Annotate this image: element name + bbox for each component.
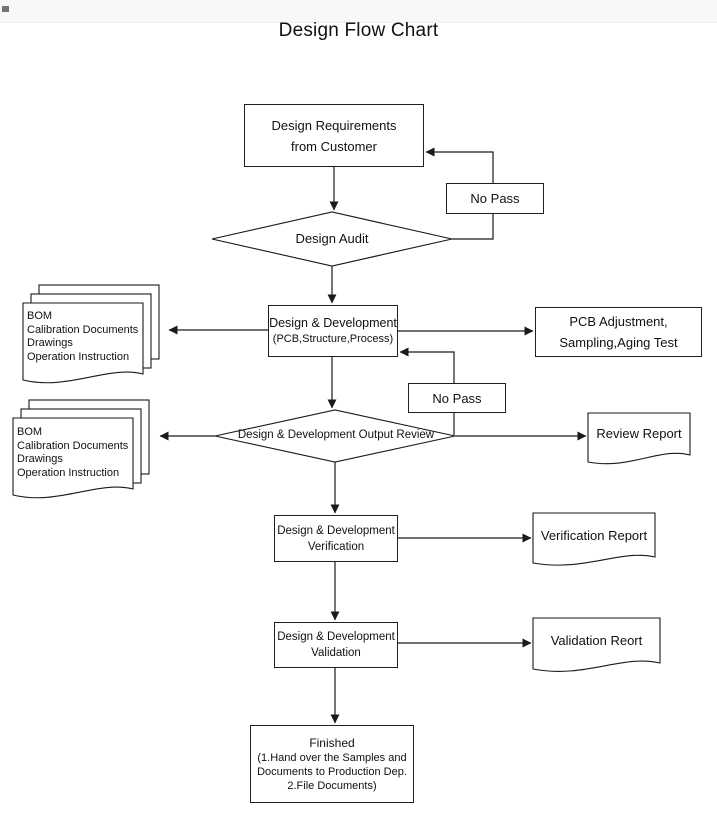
node-label-line: Finished bbox=[309, 735, 355, 750]
doc-line: Operation Instruction bbox=[17, 466, 120, 479]
node-design-audit-label: Design Audit bbox=[295, 231, 369, 246]
node-validation bbox=[274, 622, 398, 668]
node-no-pass-mid bbox=[408, 383, 506, 413]
node-no-pass-top bbox=[446, 183, 544, 214]
doc-line: Calibration Documents bbox=[17, 439, 129, 452]
doc-review-report-label: Review Report bbox=[596, 426, 682, 441]
doc-line: Calibration Documents bbox=[27, 323, 139, 336]
node-output-review-label: Design & Development Output Review bbox=[237, 429, 435, 441]
node-label-line: Verification bbox=[307, 540, 365, 553]
node-label-line: Sampling,Aging Test bbox=[559, 335, 678, 350]
doc-verification-report-label: Verification Report bbox=[540, 528, 648, 543]
node-design-requirements bbox=[244, 104, 424, 167]
node-design-development bbox=[268, 305, 398, 357]
doc-stack-1-text bbox=[27, 310, 138, 364]
node-label-line: 2.File Documents) bbox=[287, 779, 377, 792]
doc-line: Drawings bbox=[27, 337, 73, 349]
doc-line: Drawings bbox=[17, 453, 63, 465]
node-label-line: Design & Development bbox=[269, 316, 397, 330]
node-label-line: Design & Development bbox=[277, 631, 395, 643]
doc-line: BOM bbox=[17, 426, 43, 438]
node-label-line: Validation bbox=[311, 647, 361, 659]
node-label-line: (1.Hand over the Samples and bbox=[257, 751, 407, 764]
doc-line: BOM bbox=[27, 310, 53, 322]
node-label-line: No Pass bbox=[432, 390, 482, 406]
node-label-line: from Customer bbox=[291, 138, 377, 154]
doc-validation-report-label: Validation Reort bbox=[550, 633, 643, 648]
node-label-line: Documents to Production Dep. bbox=[257, 765, 407, 778]
node-verification bbox=[274, 515, 398, 562]
node-label-line: PCB Adjustment, bbox=[569, 314, 668, 329]
node-finished bbox=[250, 725, 414, 803]
node-label-line: No Pass bbox=[470, 191, 520, 206]
doc-stack-2-text bbox=[17, 426, 128, 480]
node-label-line: Design Requirements bbox=[271, 117, 397, 133]
doc-line: Operation Instruction bbox=[27, 350, 130, 363]
node-label-line: (PCB,Structure,Process) bbox=[272, 333, 394, 345]
page-title: Design Flow Chart bbox=[278, 20, 439, 41]
node-pcb-adjustment bbox=[535, 307, 702, 357]
node-label-line: Design & Development bbox=[277, 524, 395, 537]
